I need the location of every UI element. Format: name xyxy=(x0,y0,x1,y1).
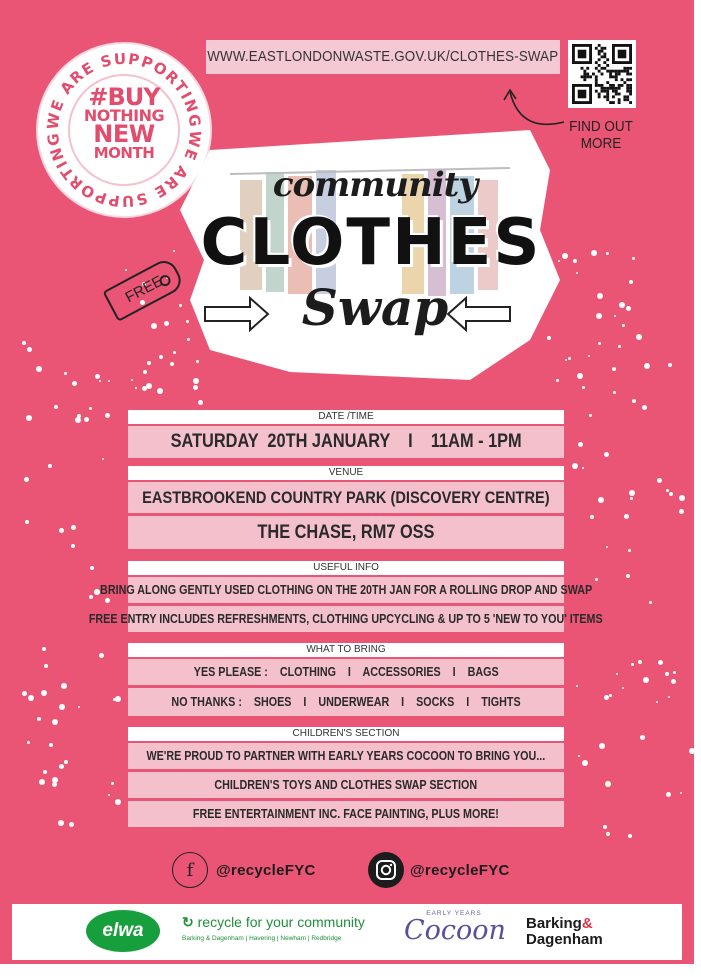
speck xyxy=(142,386,147,391)
speck xyxy=(151,323,157,329)
speck xyxy=(622,324,625,327)
venue-section xyxy=(128,466,564,549)
svg-text:WE ARE SUPPORTING: WE ARE SUPPORTING xyxy=(43,49,205,131)
speck xyxy=(22,341,26,345)
speck xyxy=(58,820,64,826)
free-tag-label: FREE xyxy=(122,272,166,306)
speck xyxy=(668,363,672,367)
speck xyxy=(649,601,652,604)
find-out-more-label xyxy=(561,118,642,152)
venue-line-2-text: THE CHASE, RM7 OSS xyxy=(257,521,435,543)
facebook-icon xyxy=(172,852,208,888)
speck xyxy=(27,347,32,352)
speck xyxy=(22,691,27,696)
elwa-logo-text: elwa xyxy=(102,920,144,941)
speck xyxy=(619,302,625,308)
useful-info-line-1 xyxy=(99,577,593,603)
bring-yes-row xyxy=(128,659,564,685)
speck xyxy=(28,695,34,701)
speck xyxy=(599,743,605,749)
childrens-line-1 xyxy=(128,743,564,769)
title-community: community xyxy=(272,165,478,205)
speck xyxy=(95,374,100,379)
speck xyxy=(632,257,635,260)
bd-line-1: Barking xyxy=(526,915,582,932)
speck xyxy=(143,370,147,374)
speck xyxy=(680,792,682,794)
speck xyxy=(111,782,114,785)
speck xyxy=(589,414,592,417)
speck xyxy=(629,280,633,284)
datetime-text: SATURDAY 20TH JANUARY I 11AM - 1PM xyxy=(170,431,522,452)
badge-line-1: #BUY xyxy=(88,83,160,111)
speck xyxy=(636,334,642,340)
speck xyxy=(596,313,602,319)
speck xyxy=(135,387,137,389)
speck xyxy=(64,760,68,764)
useful-info-line-1-text: BRING ALONG GENTLY USED CLOTHING ON THE 20TH JAN FOR A ROLLING DROP AND SWAP xyxy=(99,583,593,597)
speck xyxy=(577,373,583,379)
speck xyxy=(590,515,594,519)
speck xyxy=(640,735,645,740)
speck xyxy=(658,660,663,665)
bring-no-text: NO THANKS : SHOES I UNDERWEAR I SOCKS I TIGHTS xyxy=(171,695,521,709)
speck xyxy=(616,673,618,675)
rfyc-logo-text: recycle for your community xyxy=(197,914,365,930)
datetime-section xyxy=(128,410,564,458)
speck xyxy=(71,525,76,530)
speck xyxy=(52,719,58,725)
speck xyxy=(59,528,64,533)
speck xyxy=(643,677,649,683)
badge-line-4: MONTH xyxy=(93,144,155,162)
page-edge xyxy=(694,0,701,977)
speck xyxy=(628,549,631,552)
speck xyxy=(666,792,671,797)
speck xyxy=(582,467,584,469)
qr-code-graphic xyxy=(572,44,632,104)
speck xyxy=(576,272,578,274)
speck xyxy=(632,399,636,403)
speck xyxy=(657,478,662,483)
rfyc-logo-main xyxy=(182,914,372,931)
speck xyxy=(582,760,588,766)
speck xyxy=(49,743,53,747)
speck xyxy=(125,269,127,271)
childrens-line-2-text: CHILDREN'S TOYS AND CLOTHES SWAP SECTION xyxy=(214,778,478,792)
speck xyxy=(582,386,585,389)
speck xyxy=(588,355,590,357)
speck xyxy=(604,452,609,457)
useful-info-header: USEFUL INFO xyxy=(128,561,564,575)
elwa-logo xyxy=(86,910,160,952)
find-out-more-line: MORE xyxy=(580,135,622,152)
childrens-header: CHILDREN'S SECTION xyxy=(128,727,564,741)
speck xyxy=(606,832,610,836)
svg-text:WE ARE SUPPORTING: WE ARE SUPPORTING xyxy=(43,129,205,211)
speck xyxy=(61,683,67,689)
qr-code[interactable] xyxy=(568,40,636,108)
speck xyxy=(618,345,621,348)
venue-header: VENUE xyxy=(128,466,564,480)
badge-line-2: NOTHING xyxy=(83,106,165,125)
speck xyxy=(628,834,632,838)
what-to-bring-section xyxy=(128,643,564,716)
speck xyxy=(605,781,611,787)
speck xyxy=(164,321,169,326)
speck xyxy=(115,696,121,702)
recycle-for-your-community-logo xyxy=(182,914,372,942)
speck xyxy=(613,391,616,394)
speck xyxy=(108,794,110,796)
speck xyxy=(105,598,110,603)
speck xyxy=(573,259,577,263)
speck xyxy=(669,492,673,496)
speck xyxy=(679,509,684,514)
venue-line-1 xyxy=(128,482,564,513)
find-out-more-line: FIND OUT xyxy=(569,118,633,135)
speck xyxy=(668,696,670,698)
bd-ampersand: & xyxy=(581,915,593,932)
speck xyxy=(642,405,647,410)
speck xyxy=(102,458,104,460)
speck xyxy=(99,653,104,658)
speck xyxy=(26,415,32,421)
speck xyxy=(624,514,629,519)
speck xyxy=(679,495,685,501)
useful-info-section xyxy=(89,561,603,632)
speck xyxy=(115,799,121,805)
speck xyxy=(44,664,48,668)
recycle-arrow-icon: ↻ xyxy=(182,914,194,930)
facebook-link[interactable] xyxy=(172,852,316,888)
hero-title xyxy=(170,110,570,390)
venue-line-2 xyxy=(128,516,564,549)
speck xyxy=(612,367,616,371)
speck xyxy=(37,717,41,721)
childrens-line-1-text: WE'RE PROUD TO PARTNER WITH EARLY YEARS COCOON TO BRING YOU... xyxy=(146,749,546,763)
speck xyxy=(609,694,612,697)
speck xyxy=(626,306,631,311)
speck xyxy=(147,361,151,365)
speck xyxy=(64,372,67,375)
speck xyxy=(99,380,101,382)
childrens-line-3 xyxy=(128,801,564,827)
speck xyxy=(666,489,669,492)
speck xyxy=(630,497,633,500)
speck xyxy=(578,442,583,447)
datetime-value xyxy=(128,426,564,458)
speck xyxy=(578,755,580,757)
speck xyxy=(631,663,634,666)
speck xyxy=(84,417,89,422)
speck xyxy=(131,379,133,381)
speck xyxy=(159,355,163,359)
speck xyxy=(25,520,29,524)
speck xyxy=(54,405,58,409)
instagram-link[interactable] xyxy=(368,852,510,888)
childrens-line-2 xyxy=(128,772,564,798)
badge-center-text xyxy=(68,83,180,162)
speck xyxy=(598,342,601,345)
speck xyxy=(665,672,669,676)
venue-line-1-text: EASTBROOKEND COUNTRY PARK (DISCOVERY CENTRE) xyxy=(142,487,550,507)
barking-dagenham-logo xyxy=(526,916,626,948)
bring-yes-text: YES PLEASE : CLOTHING I ACCESSORIES I BAGS xyxy=(193,665,499,679)
instagram-icon xyxy=(368,852,404,888)
badge-line-3: NEW xyxy=(93,120,155,148)
speck xyxy=(598,497,604,503)
rfyc-logo-subtitle: Barking & Dagenham | Havering | Newham | Redbridge xyxy=(182,935,342,942)
speck xyxy=(59,704,65,710)
facebook-handle: @recycleFYC xyxy=(216,861,316,879)
datetime-header: DATE /TIME xyxy=(128,410,564,424)
what-to-bring-header: WHAT TO BRING xyxy=(128,643,564,657)
partner-logos-footer xyxy=(12,904,682,960)
speck xyxy=(595,578,598,581)
speck xyxy=(603,825,607,829)
speck xyxy=(72,381,77,386)
speck xyxy=(89,595,93,599)
speck xyxy=(591,250,597,256)
speck xyxy=(198,400,203,405)
speck xyxy=(90,566,94,570)
title-clothes: CLOTHES xyxy=(200,206,542,280)
speck xyxy=(604,695,609,700)
speck xyxy=(105,413,110,418)
speck xyxy=(614,315,616,317)
speck xyxy=(644,363,650,369)
speck xyxy=(629,490,635,496)
speck xyxy=(52,782,57,787)
website-url-text: WWW.EASTLONDONWASTE.GOV.UK/CLOTHES-SWAP xyxy=(207,49,559,65)
instagram-handle: @recycleFYC xyxy=(410,861,510,879)
facebook-glyph: f xyxy=(186,859,194,881)
speck xyxy=(78,706,80,708)
title-swap: Swap xyxy=(301,278,449,337)
speck xyxy=(27,741,30,744)
speck xyxy=(606,252,609,255)
childrens-line-3-text: FREE ENTERTAINMENT INC. FACE PAINTING, PLUS MORE! xyxy=(192,807,499,821)
cocoon-logo-small: EARLY YEARS xyxy=(426,910,482,917)
useful-info-line-2-text: FREE ENTRY INCLUDES REFRESHMENTS, CLOTHING UPCYCLING & UP TO 5 'NEW TO YOU' ITEMS xyxy=(89,612,603,626)
cocoon-logo-word: Cocoon xyxy=(404,915,506,946)
speck xyxy=(606,546,608,548)
speck xyxy=(59,764,64,769)
speck xyxy=(71,544,75,548)
childrens-section xyxy=(128,727,564,827)
speck xyxy=(89,407,92,410)
useful-info-line-2 xyxy=(89,606,603,632)
speck xyxy=(673,671,676,674)
speck xyxy=(656,701,658,703)
speck xyxy=(94,589,100,595)
bd-line-2: Dagenham xyxy=(526,931,603,948)
speck xyxy=(157,388,163,394)
website-url[interactable] xyxy=(206,40,560,74)
speck xyxy=(597,293,603,299)
speck xyxy=(41,690,47,696)
speck xyxy=(572,463,578,469)
speck xyxy=(42,647,46,651)
speck xyxy=(626,574,630,578)
early-years-cocoon-logo xyxy=(404,910,504,945)
speck xyxy=(36,366,42,372)
speck xyxy=(108,380,110,382)
speck xyxy=(69,822,74,827)
speck xyxy=(43,770,47,774)
speck xyxy=(576,685,578,687)
speck xyxy=(24,477,29,482)
speck xyxy=(48,464,52,468)
speck xyxy=(622,687,624,689)
speck xyxy=(671,679,676,684)
speck xyxy=(75,417,81,423)
speck xyxy=(77,414,81,418)
speck xyxy=(638,660,642,664)
speck xyxy=(39,779,45,785)
bring-no-row xyxy=(128,688,564,716)
